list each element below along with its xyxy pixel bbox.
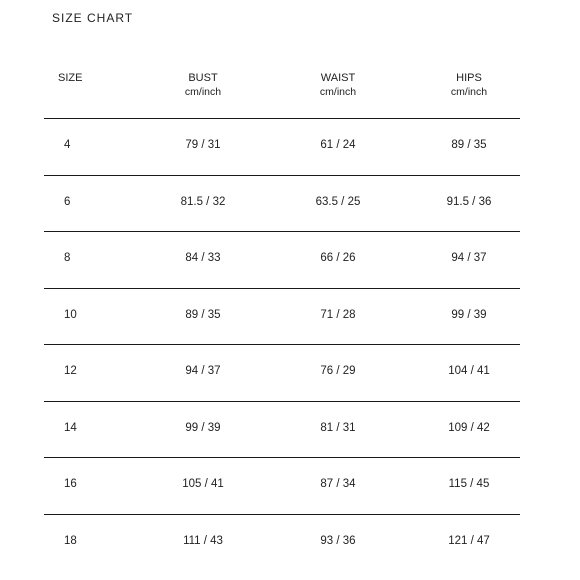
cell-bust: 94 / 37 bbox=[185, 365, 221, 377]
cell-hips: 94 / 37 bbox=[451, 252, 487, 264]
table-row bbox=[44, 344, 520, 401]
cell-bust: 79 / 31 bbox=[185, 139, 221, 151]
cell-size: 12 bbox=[64, 365, 77, 377]
table-row bbox=[44, 514, 520, 571]
page-title: SIZE CHART bbox=[52, 11, 134, 25]
header-size bbox=[58, 71, 88, 85]
table-row bbox=[44, 118, 520, 175]
cell-hips: 104 / 41 bbox=[448, 365, 490, 377]
cell-waist: 76 / 29 bbox=[320, 365, 356, 377]
cell-size: 4 bbox=[64, 139, 71, 151]
cell-waist: 63.5 / 25 bbox=[315, 195, 361, 208]
table-row bbox=[44, 175, 520, 232]
cell-hips: 89 / 35 bbox=[451, 139, 487, 151]
header-hips-unit: cm/inch bbox=[450, 86, 488, 98]
cell-hips: 99 / 39 bbox=[451, 308, 487, 321]
cell-bust: 99 / 39 bbox=[185, 421, 221, 434]
header-waist-unit: cm/inch bbox=[319, 86, 357, 98]
cell-waist: 61 / 24 bbox=[320, 139, 356, 151]
cell-bust: 111 / 43 bbox=[183, 534, 223, 547]
cell-hips: 109 / 42 bbox=[448, 421, 490, 434]
cell-waist: 87 / 34 bbox=[320, 478, 356, 490]
table-row bbox=[44, 288, 520, 345]
cell-bust: 105 / 41 bbox=[182, 478, 224, 490]
header-bust bbox=[168, 71, 238, 99]
header-waist bbox=[303, 71, 373, 99]
cell-size: 14 bbox=[64, 421, 77, 434]
cell-size: 6 bbox=[64, 195, 71, 208]
cell-hips: 121 / 47 bbox=[448, 534, 490, 547]
cell-size: 18 bbox=[64, 534, 77, 547]
cell-waist: 81 / 31 bbox=[320, 421, 356, 434]
cell-bust: 84 / 33 bbox=[185, 252, 221, 264]
cell-bust: 89 / 35 bbox=[185, 308, 221, 321]
cell-waist: 71 / 28 bbox=[320, 308, 356, 321]
header-bust-unit: cm/inch bbox=[184, 86, 222, 98]
table-header bbox=[44, 71, 520, 101]
header-size-label: SIZE bbox=[58, 72, 83, 84]
header-bust-label: BUST bbox=[188, 72, 218, 84]
size-table bbox=[44, 118, 520, 570]
cell-hips: 91.5 / 36 bbox=[446, 195, 492, 208]
cell-waist: 66 / 26 bbox=[320, 252, 356, 264]
table-row bbox=[44, 231, 520, 288]
header-hips bbox=[434, 71, 504, 99]
header-hips-label: HIPS bbox=[456, 72, 482, 84]
header-waist-label: WAIST bbox=[320, 72, 356, 84]
cell-waist: 93 / 36 bbox=[320, 534, 356, 547]
table-row bbox=[44, 457, 520, 514]
cell-size: 16 bbox=[64, 478, 77, 490]
cell-hips: 115 / 45 bbox=[448, 478, 490, 490]
cell-bust: 81.5 / 32 bbox=[180, 195, 226, 208]
cell-size: 8 bbox=[64, 252, 71, 264]
table-row bbox=[44, 401, 520, 458]
cell-size: 10 bbox=[64, 308, 77, 321]
